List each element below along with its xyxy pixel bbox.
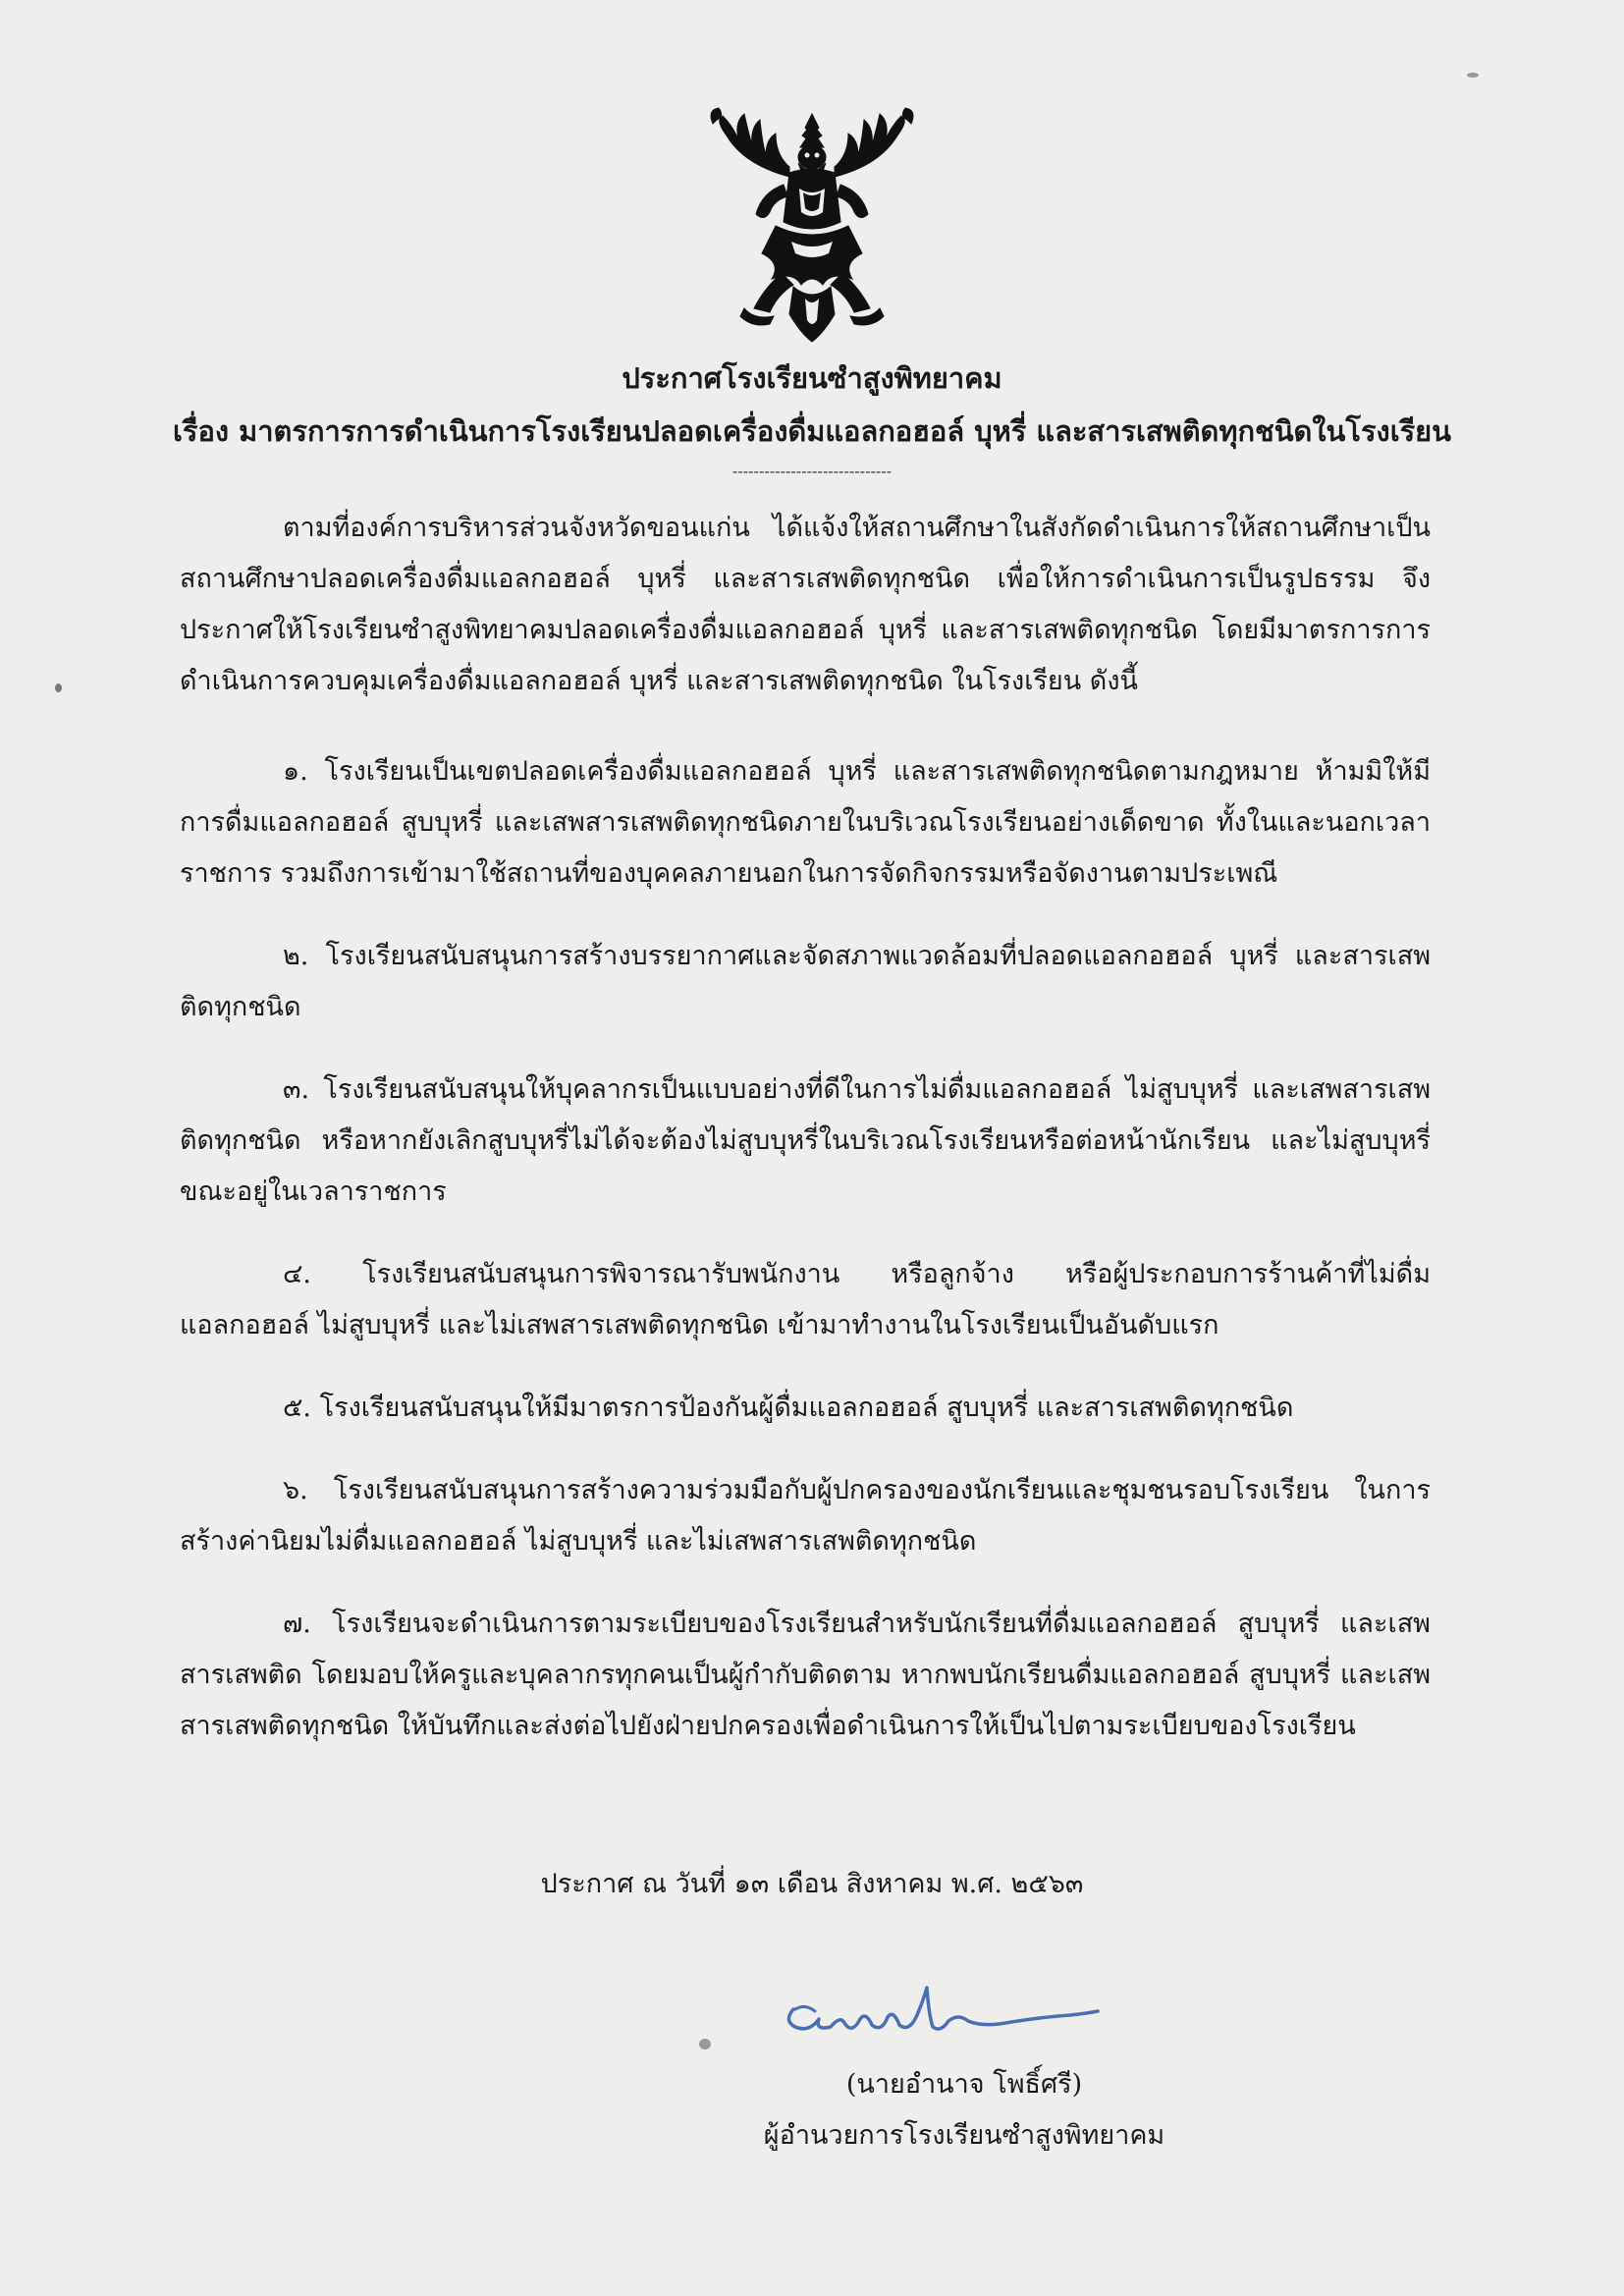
scan-speck <box>55 683 62 692</box>
announcement-title: ประกาศโรงเรียนซำสูงพิทยาคม <box>622 361 1002 395</box>
measure-item-7: ๗. โรงเรียนจะดำเนินการตามระเบียบของโรงเรียนสำหรับนักเรียนที่ดื่มแอลกอฮอล์ สูบบุหรี่ และเสพสารเสพติด โดยมอบให้ครูและบุคลากรทุกคนเป็นผู้กำกับติดตาม หากพบนักเรียนดื่มแอลกอฮอล์ สูบบุหรี่ และเสพสารเสพติดทุกชนิด ให้บันทึกและส่งต่อไปยังฝ่ายปกครองเพื่อดำเนินการให้เป็นไปตามระเบียบของโรงเรียน <box>180 1609 1431 1741</box>
measure-item-5: ๕. โรงเรียนสนับสนุนให้มีมาตรการป้องกันผู้ดื่มแอลกอฮอล์ สูบบุหรี่ และสารเสพติดทุกชนิด <box>283 1393 1294 1423</box>
handwritten-signature <box>776 1976 1100 2041</box>
signer-name: (นายอำนาจ โพธิ์ศรี) <box>845 2069 1083 2100</box>
title-divider: ------------------------------ <box>731 462 893 480</box>
announcement-date: ประกาศ ณ วันที่ ๑๓ เดือน สิงหาคม พ.ศ. ๒๕๖๓ <box>540 1869 1084 1899</box>
garuda-emblem-icon <box>705 106 919 344</box>
intro-paragraph: ตามที่องค์การบริหารส่วนจังหวัดขอนแก่น ได้แจ้งให้สถานศึกษาในสังกัดดำเนินการให้สถานศึกษาเป็นสถานศึกษาปลอดเครื่องดื่มแอลกอฮอล์ บุหรี่ และสารเสพติดทุกชนิด เพื่อให้การดำเนินการเป็นรูปธรรม จึงประกาศให้โรงเรียนซำสูงพิทยาคมปลอดเครื่องดื่มแอลกอฮอล์ บุหรี่ และสารเสพติดทุกชนิด โดยมีมาตรการการดำเนินการควบคุมเครื่องดื่มแอลกอฮอล์ บุหรี่ และสารเสพติดทุกชนิด ในโรงเรียน ดังนี้ <box>180 513 1431 696</box>
measure-item-6: ๖. โรงเรียนสนับสนุนการสร้างความร่วมมือกับผู้ปกครองของนักเรียนและชุมชนรอบโรงเรียน ในการสร้างค่านิยมไม่ดื่มแอลกอฮอล์ ไม่สูบบุหรี่ และไม่เสพสารเสพติดทุกชนิด <box>180 1475 1431 1557</box>
measure-item-1: ๑. โรงเรียนเป็นเขตปลอดเครื่องดื่มแอลกอฮอล์ บุหรี่ และสารเสพติดทุกชนิดตามกฎหมาย ห้ามมิให้มีการดื่มแอลกอฮอล์ สูบบุหรี่ และเสพสารเสพติดทุกชนิดภายในบริเวณโรงเรียนอย่างเด็ดขาด ทั้งในและนอกเวลาราชการ รวมถึงการเข้ามาใช้สถานที่ของบุคคลภายนอกในการจัดกิจกรรมหรือจัดงานตามประเพณี <box>180 756 1431 889</box>
signer-position: ผู้อำนวยการโรงเรียนซำสูงพิทยาคม <box>763 2120 1165 2151</box>
scan-speck <box>1467 73 1479 78</box>
scan-speck <box>699 2039 711 2050</box>
measure-item-2: ๒. โรงเรียนสนับสนุนการสร้างบรรยากาศและจัดสภาพแวดล้อมที่ปลอดแอลกอฮอล์ บุหรี่ และสารเสพติดทุกชนิด <box>180 941 1431 1022</box>
announcement-body <box>180 503 1431 1783</box>
measure-item-4: ๔. โรงเรียนสนับสนุนการพิจารณารับพนักงาน หรือลูกจ้าง หรือผู้ประกอบการร้านค้าที่ไม่ดื่มแอลกอฮอล์ ไม่สูบบุหรี่ และไม่เสพสารเสพติดทุกชนิด เข้ามาทำงานในโรงเรียนเป็นอันดับแรก <box>180 1259 1431 1340</box>
announcement-subject: เรื่อง มาตรการการดำเนินการโรงเรียนปลอดเครื่องดื่มแอลกอฮอล์ บุหรี่ และสารเสพติดทุกชนิดในโรงเรียน <box>172 414 1451 448</box>
measure-item-3: ๓. โรงเรียนสนับสนุนให้บุคลากรเป็นแบบอย่างที่ดีในการไม่ดื่มแอลกอฮอล์ ไม่สูบบุหรี่ และเสพสารเสพติดทุกชนิด หรือหากยังเลิกสูบบุหรี่ไม่ได้จะต้องไม่สูบบุหรี่ในบริเวณโรงเรียนหรือต่อหน้านักเรียน และไม่สูบบุหรี่ขณะอยู่ในเวลาราชการ <box>180 1074 1431 1207</box>
